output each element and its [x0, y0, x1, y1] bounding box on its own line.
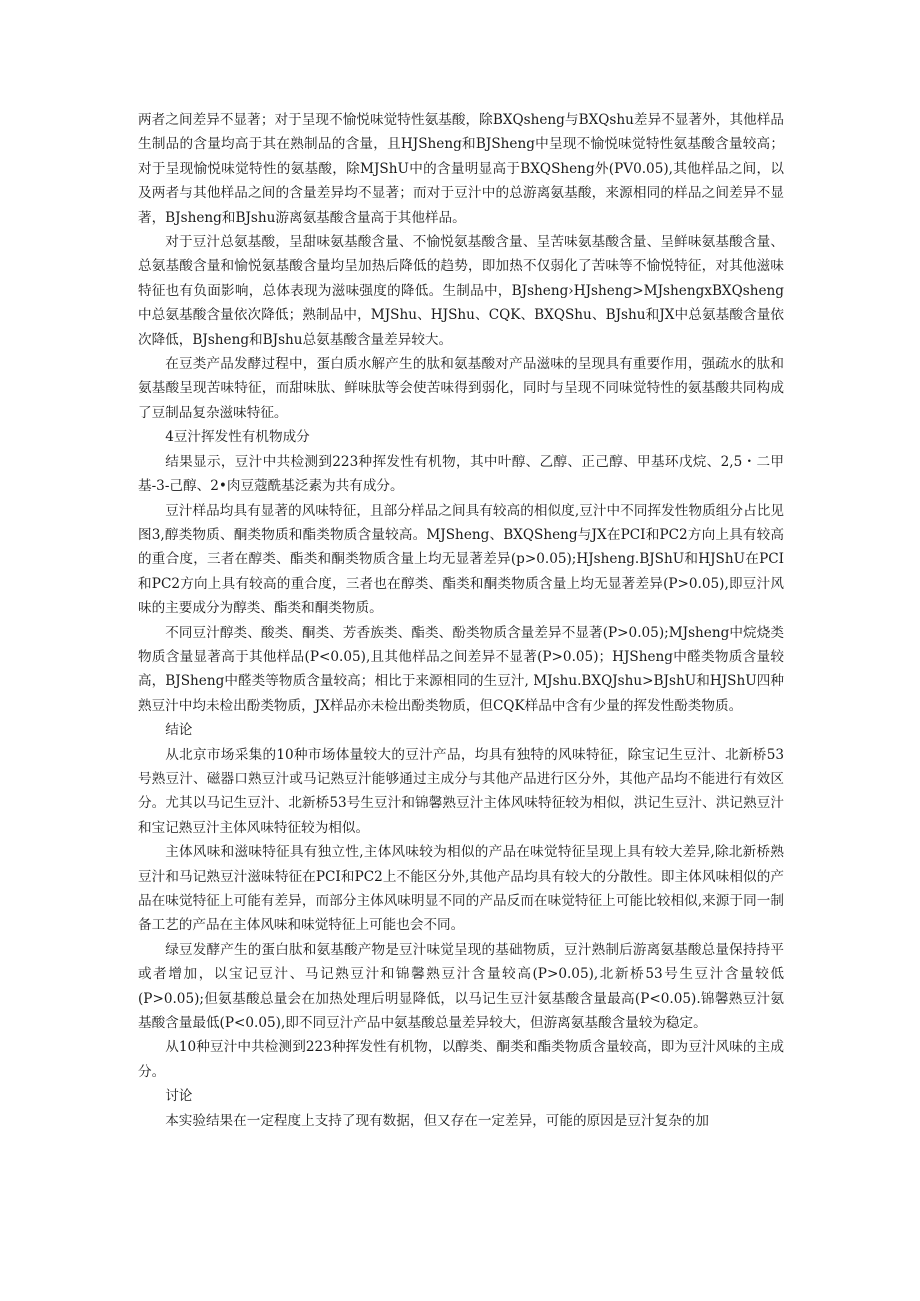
section-heading-volatile-compounds: 4豆汁挥发性有机物成分: [165, 429, 310, 446]
paragraph-conclusion-flavor: 从北京市场采集的10种市场体量较大的豆汁产品，均具有独特的风味特征，除宝记生豆汁、北新桥53号熟豆汁、磁器口熟豆汁或马记熟豆汁能够通过主成分与其他产品进行区分外，其他产品均不能进行有效区分。尤其以马记生豆汁、北新桥53号生豆汁和锦馨熟豆汁主体风味特征较为相似，洪记生豆汁、洪记熟豆汁和宝记熟豆汁主体风味特征较为相似。: [138, 746, 784, 836]
paragraph-amino-acid-comparison: 两者之间差异不显著；对于呈现不愉悦味觉特性氨基酸，除BXQsheng与BXQshu差异不显著外，其他样品生制品的含量均高于其在熟制品的含量，且HJSheng和BJSheng中呈现不愉悦味觉特性氨基酸含量较高；对于呈现愉悦味觉特性的氨基酸，除MJShU中的含量明显高于BXQSheng外(PV0.05),其他样品之间，以及两者与其他样品之间的含量差异均不显著；而对于豆汁中的总游离氨基酸，来源相同的样品之间差异不显著，BJsheng和BJshu游离氨基酸含量高于其他样品。: [138, 112, 784, 226]
paragraph-conclusion-volatiles: 从10种豆汁中共检测到223种挥发性有机物，以醇类、酮类和酯类物质含量较高，即为豆汁风味的主成分。: [138, 1039, 784, 1080]
paragraph-flavor-similarity: 豆汁样品均具有显著的风味特征，且部分样品之间具有较高的相似度,豆汁中不同挥发性物质组分占比见图3,醇类物质、酮类物质和酯类物质含量较高。MJSheng、BXQSheng与JX在PCI和PC2方向上具有较高的重合度，三者在醇类、酯类和酮类物质含量上均无显著差异(p>0.05);HJsheng.BJShU和HJShU在PCI和PC2方向上具有较高的重合度，三者也在醇类、酯类和酮类物质含量上均无显著差异(P>0.05),即豆汁风味的主要成分为醇类、酯类和酮类物质。: [138, 502, 784, 617]
paragraph-volatile-results: 结果显示，豆汁中共检测到223种挥发性有机物，其中叶醇、乙醇、正己醇、甲基环戊烷、2,5・二甲基-3-己醇、2•肉豆蔻酰基泛素为共有成分。: [138, 453, 784, 495]
paragraph-conclusion-amino-acids: 绿豆发酵产生的蛋白肽和氨基酸产物是豆汁味觉呈现的基础物质，豆汁熟制后游离氨基酸总量保持持平或者增加，以宝记豆汁、马记熟豆汁和锦馨熟豆汁含量较高(P>0.05),北新桥53号生豆汁含量较低(P>0.05);但氨基酸总量会在加热处理后明显降低，以马记生豆汁氨基酸含量最高(P<0.05).锦馨熟豆汁氨基酸含量最低(P<0.05),即不同豆汁产品中氨基酸总量差异较大，但游离氨基酸含量较为稳定。: [138, 941, 784, 1032]
paragraph-fermentation-peptides: 在豆类产品发酵过程中，蛋白质水解产生的肽和氨基酸对产品滋味的呈现具有重要作用，强疏水的肽和氨基酸呈现苦味特征，而甜味肽、鲜味肽等会使苦味得到弱化，同时与呈现不同味觉特性的氨基酸共同构成了豆制品复杂滋味特征。: [138, 356, 784, 421]
paragraph-conclusion-taste: 主体风味和滋味特征具有独立性,主体风味较为相似的产品在味觉特征呈现上具有较大差异,除北新桥熟豆汁和马记熟豆汁滋味特征在PCI和PC2上不能区分外,其他产品均具有较大的分散性。即主体风味相似的产品在味觉特征上可能有差异，而部分主体风味明显不同的产品反而在味觉特征上可能比较相似,来源于同一制备工艺的产品在主体风味和味觉特征上可能也会不同。: [138, 844, 784, 934]
paragraph-total-amino-acids: 对于豆汁总氨基酸，呈甜味氨基酸含量、不愉悦氨基酸含量、呈苦味氨基酸含量、呈鲜味氨基酸含量、总氨基酸含量和愉悦氨基酸含量均呈加热后降低的趋势，即加热不仅弱化了苦味等不愉悦特征，对其他滋味特征也有负面影响，总体表现为滋味强度的降低。生制品中，BJsheng›HJsheng>MJshengxBXQsheng中总氨基酸含量依次降低；熟制品中，MJShu、HJShu、CQK、BXQShu、BJshu和JX中总氨基酸含量依次降低，BJsheng和BJshu总氨基酸含量差异较大。: [138, 234, 784, 348]
paragraph-compound-differences: 不同豆汁醇类、酸类、酮类、芳香族类、酯类、酚类物质含量差异不显著(P>0.05);MJsheng中烷烧类物质含量显著高于其他样品(P<0.05),且其他样品之间差异不显著(P>0.05)；HJSheng中醛类物质含量较高，BJSheng中醛类等物质含量较高；相比于来源相同的生豆汁, MJshu.BXQJshu>BJshU和HJShU四种熟豆汁中均未检出酚类物质，JX样品亦未检出酚类物质，但CQK样品中含有少量的挥发性酚类物质。: [138, 624, 784, 714]
document-body: [138, 108, 784, 1133]
paragraph-discussion: 本实验结果在一定程度上支持了现有数据，但又存在一定差异，可能的原因是豆汁复杂的加: [165, 1112, 709, 1129]
section-heading-discussion: 讨论: [165, 1088, 193, 1105]
section-heading-conclusion: 结论: [165, 722, 193, 739]
